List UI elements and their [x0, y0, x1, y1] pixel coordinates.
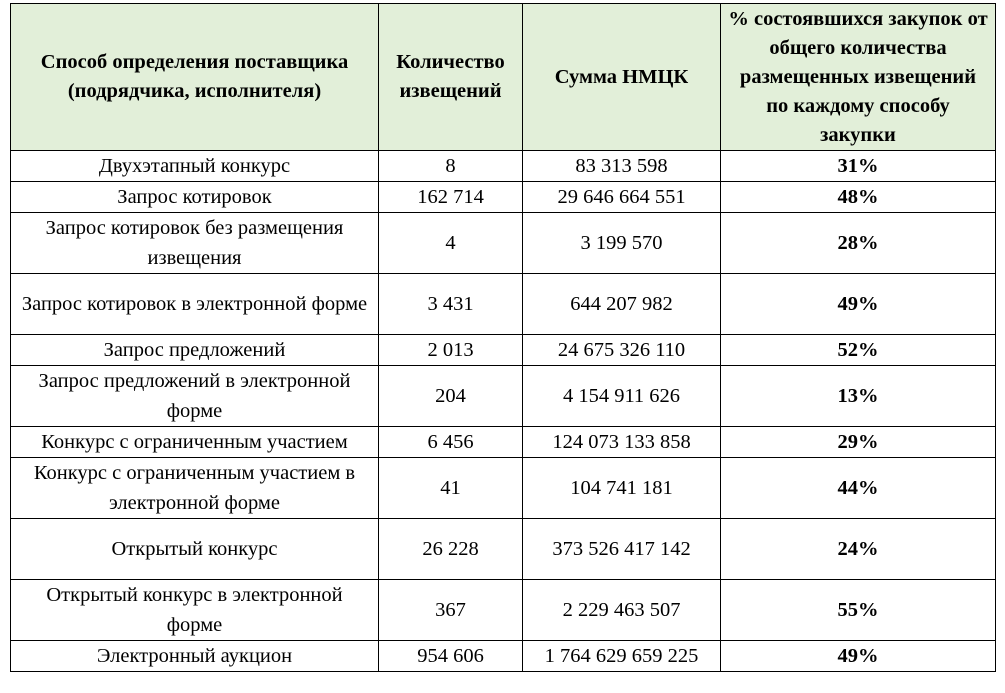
cell-sum: 3 199 570 — [523, 213, 721, 274]
header-sum: Сумма НМЦК — [523, 4, 721, 151]
cell-count: 954 606 — [379, 641, 523, 672]
table-row — [11, 458, 996, 519]
table-header — [11, 4, 996, 151]
cell-percent: 13% — [721, 366, 996, 427]
cell-method: Электронный аукцион — [11, 641, 379, 672]
header-count: Количество извещений — [379, 4, 523, 151]
cell-count: 2 013 — [379, 335, 523, 366]
cell-percent: 49% — [721, 641, 996, 672]
table-row — [11, 335, 996, 366]
cell-method: Конкурс с ограниченным участием в электронной форме — [11, 458, 379, 519]
table-row — [11, 151, 996, 182]
cell-count: 204 — [379, 366, 523, 427]
cell-percent: 49% — [721, 274, 996, 335]
cell-percent: 31% — [721, 151, 996, 182]
cell-percent: 44% — [721, 458, 996, 519]
table-body — [11, 151, 996, 672]
table-row — [11, 580, 996, 641]
cell-sum: 124 073 133 858 — [523, 427, 721, 458]
table-row — [11, 366, 996, 427]
cell-count: 367 — [379, 580, 523, 641]
cell-sum: 29 646 664 551 — [523, 182, 721, 213]
cell-sum: 24 675 326 110 — [523, 335, 721, 366]
table-row — [11, 274, 996, 335]
procurement-methods-table — [10, 3, 996, 672]
table-row — [11, 182, 996, 213]
table-row — [11, 519, 996, 580]
cell-count: 8 — [379, 151, 523, 182]
cell-sum: 1 764 629 659 225 — [523, 641, 721, 672]
header-percent: % состоявшихся закупок от общего количества размещенных извещений по каждому способу закупки — [721, 4, 996, 151]
table-row — [11, 641, 996, 672]
cell-count: 3 431 — [379, 274, 523, 335]
cell-method: Конкурс с ограниченным участием — [11, 427, 379, 458]
cell-percent: 55% — [721, 580, 996, 641]
cell-count: 6 456 — [379, 427, 523, 458]
table-row — [11, 427, 996, 458]
cell-method: Запрос предложений — [11, 335, 379, 366]
cell-count: 162 714 — [379, 182, 523, 213]
cell-sum: 104 741 181 — [523, 458, 721, 519]
cell-percent: 52% — [721, 335, 996, 366]
cell-sum: 373 526 417 142 — [523, 519, 721, 580]
cell-percent: 24% — [721, 519, 996, 580]
cell-count: 26 228 — [379, 519, 523, 580]
cell-sum: 83 313 598 — [523, 151, 721, 182]
header-method: Способ определения поставщика (подрядчика, исполнителя) — [11, 4, 379, 151]
cell-method: Открытый конкурс в электронной форме — [11, 580, 379, 641]
cell-method: Запрос предложений в электронной форме — [11, 366, 379, 427]
table-row — [11, 213, 996, 274]
cell-method: Двухэтапный конкурс — [11, 151, 379, 182]
cell-sum: 4 154 911 626 — [523, 366, 721, 427]
cell-percent: 28% — [721, 213, 996, 274]
cell-method: Запрос котировок без размещения извещения — [11, 213, 379, 274]
procurement-table-wrapper — [10, 3, 995, 672]
cell-count: 41 — [379, 458, 523, 519]
cell-method: Запрос котировок — [11, 182, 379, 213]
cell-method: Запрос котировок в электронной форме — [11, 274, 379, 335]
cell-sum: 644 207 982 — [523, 274, 721, 335]
cell-sum: 2 229 463 507 — [523, 580, 721, 641]
cell-method: Открытый конкурс — [11, 519, 379, 580]
header-row — [11, 4, 996, 151]
cell-percent: 29% — [721, 427, 996, 458]
cell-count: 4 — [379, 213, 523, 274]
cell-percent: 48% — [721, 182, 996, 213]
